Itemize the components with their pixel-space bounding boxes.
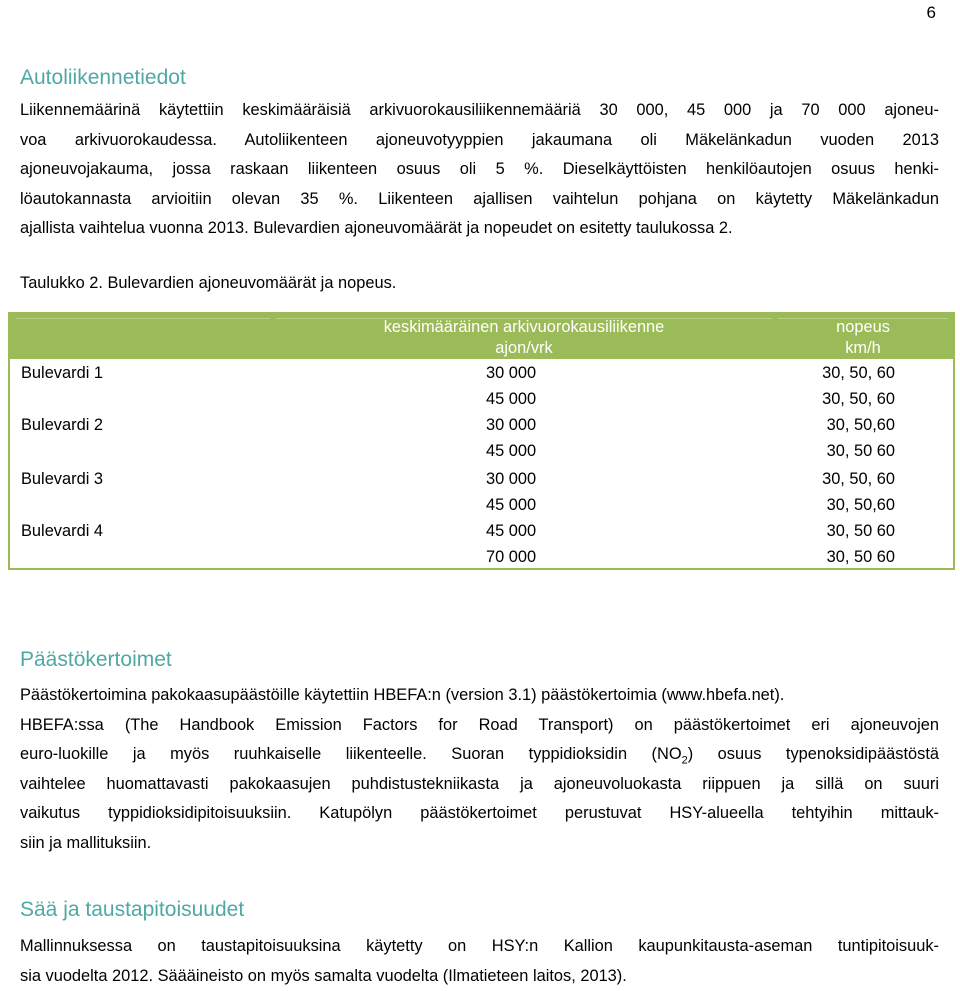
traffic-paragraph — [20, 96, 939, 244]
paragraph-line: voa arkivuorokaudessa. Autoliikenteen ajoneuvotyyppien jakaumana oli Mäkelänkadun vuoden 2013 — [20, 126, 939, 156]
traffic-value: 45 000 — [486, 496, 536, 515]
section-heading-emissions: Päästökertoimet — [20, 648, 172, 672]
traffic-value: 45 000 — [486, 442, 536, 461]
traffic-value: 30 000 — [486, 470, 536, 489]
header-traffic — [276, 317, 772, 359]
speed-value: 30, 50, 60 — [822, 364, 895, 383]
no2-text-before: euro-luokille ja myös ruuhkaiselle liikenteelle. Suoran typpidioksidin (NO — [20, 745, 682, 763]
page-number: 6 — [927, 3, 936, 23]
table-header-row — [10, 314, 953, 359]
header-traffic-line2: ajon/vrk — [276, 338, 772, 359]
paragraph-line — [20, 740, 939, 770]
emissions-paragraph — [20, 681, 939, 858]
paragraph-line: ajallista vaihtelua vuonna 2013. Bulevardien ajoneuvomäärät ja nopeudet on esitetty taulukossa 2. — [20, 214, 939, 244]
traffic-value: 45 000 — [486, 390, 536, 409]
weather-paragraph — [20, 932, 939, 991]
traffic-value: 30 000 — [486, 416, 536, 435]
paragraph-line: sia vuodelta 2012. Säääineisto on myös samalta vuodelta (Ilmatieteen laitos, 2013). — [20, 962, 939, 991]
header-speed-line1: nopeus — [778, 317, 948, 338]
no2-text-after: ) osuus typenoksidipäästöstä — [688, 745, 939, 763]
traffic-value: 30 000 — [486, 364, 536, 383]
header-divider — [16, 318, 270, 319]
section-heading-weather: Sää ja taustapitoisuudet — [20, 898, 244, 922]
table-row-name: Bulevardi 2 — [21, 416, 103, 435]
paragraph-line: HBEFA:ssa (The Handbook Emission Factors for Road Transport) on päästökertoimet eri ajoneuvojen — [20, 711, 939, 741]
speed-value: 30, 50 60 — [827, 548, 895, 567]
table-row-name: Bulevardi 4 — [21, 522, 103, 541]
paragraph-line: ajoneuvojakauma, jossa raskaan liikenteen osuus oli 5 %. Dieselkäyttöisten henkilöautojen osuus henki- — [20, 155, 939, 185]
speed-value: 30, 50, 60 — [822, 470, 895, 489]
section-heading-traffic: Autoliikennetiedot — [20, 66, 186, 90]
paragraph-line: Päästökertoimina pakokaasupäästöille käytettiin HBEFA:n (version 3.1) päästökertoimia (www.hbefa.net). — [20, 681, 939, 711]
paragraph-line: siin ja mallituksiin. — [20, 829, 939, 859]
speed-value: 30, 50,60 — [827, 416, 895, 435]
header-speed — [778, 317, 948, 359]
traffic-value: 70 000 — [486, 548, 536, 567]
speed-value: 30, 50 60 — [827, 522, 895, 541]
no2-subscript: 2 — [682, 754, 688, 766]
header-speed-line2: km/h — [778, 338, 948, 359]
speed-value: 30, 50 60 — [827, 442, 895, 461]
table-row-name: Bulevardi 3 — [21, 470, 103, 489]
traffic-table — [8, 312, 955, 570]
paragraph-line: vaihtelee huomattavasti pakokaasujen puhdistustekniikasta ja ajoneuvoluokasta riippuen ja sillä on suuri — [20, 770, 939, 800]
table-row-name: Bulevardi 1 — [21, 364, 103, 383]
speed-value: 30, 50, 60 — [822, 390, 895, 409]
paragraph-line: Liikennemäärinä käytettiin keskimääräisiä arkivuorokausiliikennemääriä 30 000, 45 000 ja 70 000 ajoneu- — [20, 96, 939, 126]
paragraph-line: Mallinnuksessa on taustapitoisuuksina käytetty on HSY:n Kallion kaupunkitausta-aseman tuntipitoisuuk- — [20, 932, 939, 962]
traffic-value: 45 000 — [486, 522, 536, 541]
table-caption: Taulukko 2. Bulevardien ajoneuvomäärät ja nopeus. — [20, 274, 396, 293]
paragraph-line: löautokannasta arvioitiin olevan 35 %. Liikenteen ajallisen vaihtelun pohjana on käytetty Mäkelänkadun — [20, 185, 939, 215]
paragraph-line: vaikutus typpidioksidipitoisuuksiin. Katupölyn päästökertoimet perustuvat HSY-alueella tehtyihin mittauk- — [20, 799, 939, 829]
speed-value: 30, 50,60 — [827, 496, 895, 515]
header-traffic-line1: keskimääräinen arkivuorokausiliikenne — [276, 317, 772, 338]
